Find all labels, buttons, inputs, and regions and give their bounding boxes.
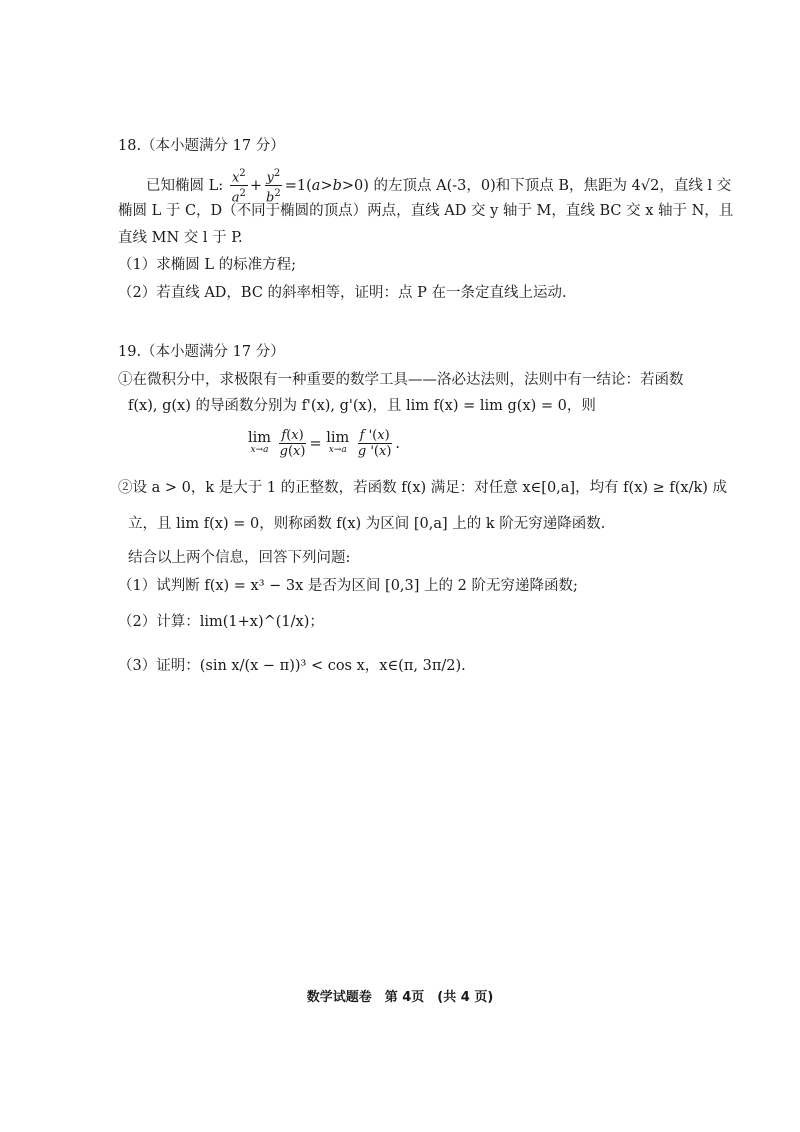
- q19-header: 19.（本小题满分 17 分）: [118, 344, 285, 360]
- q19-part3: [118, 656, 466, 676]
- q19-info2-line1: ②设 a > 0，k 是大于 1 的正整数，若函数 f(x) 满足：对任意 x∈[0,a]，均有 f(x) ≥ f(x/k) 成: [118, 480, 728, 496]
- q19-part2: （2）计算：lim(1+x)^(1/x)；: [118, 614, 324, 630]
- q19-prompt: 结合以上两个信息，回答下列问题:: [128, 550, 351, 566]
- q18-intro-suffix: 的左顶点 A(-3，0)和下顶点 B，焦距为 4√2，直线 l 交: [373, 177, 732, 194]
- lhopital-rendered: lim x→a $\frac{f(x)}{g(x)}$ = lim x→a $\frac{f '(x)}{g '(x)}$ .: [248, 428, 401, 459]
- q18-intro-prefix: 已知椭圆 L:: [146, 177, 224, 194]
- q19-part1: （1）试判断 f(x) = x³ − 3x 是否为区间 [0,3] 上的 2 阶无穷递降函数;: [118, 578, 578, 594]
- q19-info2-line2: 立，且 lim f(x) = 0，则称函数 f(x) 为区间 [0,a] 上的 k 阶无穷递降函数.: [128, 516, 606, 532]
- q18-part1: （1）求椭圆 L 的标准方程;: [118, 257, 296, 273]
- q18-header: 18.（本小题满分 17 分）: [118, 138, 285, 154]
- q18-ellipse-equation: $\frac{x^2}{a^2}$ + $\frac{y^2}{b^2}$ =1(a>b>0): [231, 168, 374, 206]
- q19-info1-line1: ①在微积分中，求极限有一种重要的数学工具——洛必达法则，法则中有一结论：若函数: [118, 372, 684, 388]
- q18-line2: 椭圆 L 于 C，D（不同于椭圆的顶点）两点，直线 AD 交 y 轴于 M，直线 BC 交 x 轴于 N，且: [118, 203, 734, 219]
- q19-info1-line2: f(x), g(x) 的导函数分别为 f'(x), g'(x)，且 lim f(x) = lim g(x) = 0，则: [128, 398, 596, 414]
- q18-part2: （2）若直线 AD，BC 的斜率相等，证明：点 P 在一条定直线上运动.: [118, 285, 567, 301]
- q18-line3: 直线 MN 交 l 于 P.: [118, 230, 243, 246]
- page-footer: 数学试题卷 第 4页 (共 4 页): [306, 990, 494, 1005]
- q19-part3-text: （3）证明：(sin x/(x − π))³ < cos x，x∈(π, 3π/2).: [118, 658, 466, 674]
- q18-intro: [146, 166, 731, 206]
- q19-lhopital-formula: [248, 428, 400, 459]
